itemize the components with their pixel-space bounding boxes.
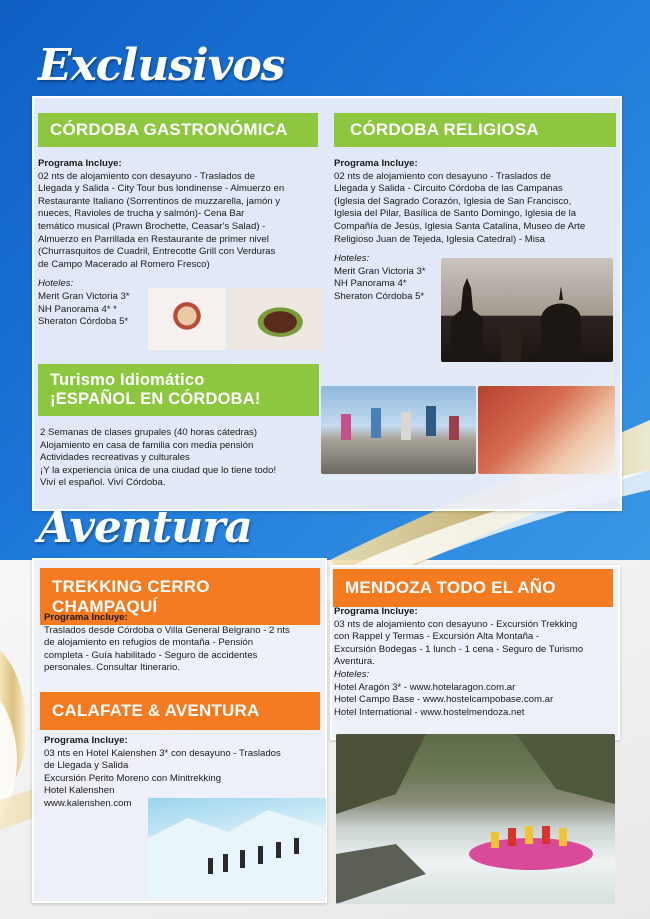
religiosa-hotel: Merit Gran Victoria 3* <box>334 265 426 277</box>
religiosa-header: CÓRDOBA RELIGIOSA <box>334 113 616 147</box>
gastronomica-programa-label: Programa Incluye: <box>38 158 122 169</box>
idiomatico-header <box>38 364 319 416</box>
gastronomica-line: Almuerzo en Parrillada en Restaurante de primer nivel <box>38 233 269 245</box>
gastronomica-line: Llegada y Salida - City Tour bus londinense - Almuerzo en <box>38 183 285 195</box>
calafate-line: www.kalenshen.com <box>44 797 132 809</box>
students-jumping-photo <box>321 386 476 474</box>
idiomatico-line: 2 Semanas de clases grupales (40 horas cátedras) <box>40 427 258 438</box>
religiosa-hotel: Sheraton Córdoba 5* <box>334 290 425 302</box>
gastronomica-line: Restaurante Italiano (Sorrentinos de muzzarella, jamón y <box>38 195 281 207</box>
idiomatico-line: Alojamiento en casa de familia con media pensión <box>40 439 254 451</box>
mendoza-hotel: Hotel International - www.hostelmendoza.net <box>334 706 525 718</box>
mendoza-header: MENDOZA TODO EL AÑO <box>333 569 613 607</box>
gastronomica-header: CÓRDOBA GASTRONÓMICA <box>38 113 318 147</box>
religiosa-line: 02 nts de alojamiento con desayuno - Traslados de <box>334 170 552 182</box>
church-silhouette-photo <box>441 258 613 362</box>
idiomatico-line: Actividades recreativas y culturales <box>40 452 190 464</box>
religiosa-programa-label: Programa Incluye: <box>334 158 418 169</box>
idiomatico-title-line1: Turismo Idiomático <box>50 371 205 389</box>
section-title-aventura: Aventura <box>38 502 252 553</box>
mendoza-programa-label: Programa Incluye: <box>334 606 418 617</box>
gastronomica-hotel: Merit Gran Victoria 3* <box>38 290 130 302</box>
calafate-line: de Llegada y Salida <box>44 760 129 772</box>
rafting-photo <box>336 734 615 904</box>
gastronomica-line: 02 nts de alojamiento con desayuno - Traslados de <box>38 170 256 182</box>
section-title-exclusivos: Exclusivos <box>38 40 285 91</box>
trekking-text <box>44 612 324 675</box>
food-photo-dessert <box>148 288 226 350</box>
religiosa-hoteles-label: Hoteles: <box>334 253 370 265</box>
mendoza-hotel: Hotel Aragón 3* - www.hotelaragon.com.ar <box>334 681 516 693</box>
trekking-header: TREKKING CERRO CHAMPAQUÍ <box>40 568 320 625</box>
religiosa-line: (Iglesia del Sagrado Corazón, Iglesia de San Francisco, <box>334 195 572 207</box>
trekking-line: completa - Guía habilitado - Seguro de accidentes <box>44 649 258 661</box>
calafate-programa-label: Programa Incluye: <box>44 735 128 746</box>
gastronomica-hoteles-label: Hoteles: <box>38 278 74 290</box>
mendoza-text <box>334 606 620 719</box>
gastronomica-line: (Churrasquitos de Cuadril, Entrecotte Grill con Verduras <box>38 246 276 258</box>
calafate-line: 03 nts en Hotel Kalenshen 3* con desayuno - Traslados <box>44 747 281 759</box>
mendoza-line: con Rappel y Termas - Excursión Alta Montaña - <box>334 631 540 643</box>
food-photo-steak <box>228 288 323 350</box>
trekking-programa-label: Programa Incluye: <box>44 612 128 623</box>
mendoza-line: Aventura. <box>334 656 375 668</box>
gastronomica-line: de Campo Macerado al Romero Fresco) <box>38 258 210 270</box>
calafate-line: Excursión Perito Moreno con Minitrekking <box>44 772 222 784</box>
trekking-line: de alojamiento en refugios de montaña - Pensión <box>44 637 254 649</box>
mendoza-line: 03 nts de alojamiento con desayuno - Excursión Trekking <box>334 618 578 630</box>
trekking-line: Traslados desde Córdoba o Villa General Belgrano - 2 nts <box>44 624 290 636</box>
religiosa-line: Iglesia del Pilar, Basílica de Santo Domingo, Iglesia de la <box>334 208 577 220</box>
idiomatico-text <box>40 427 320 490</box>
calafate-line: Hotel Kalenshen <box>44 785 115 797</box>
trekking-line: personales. Consultar Itinerario. <box>44 662 180 674</box>
idiomatico-title-line2: ¡ESPAÑOL EN CÓRDOBA! <box>50 389 261 408</box>
gastronomica-line: nueces, Ravioles de trucha y salmón)- Cena Bar <box>38 208 245 220</box>
idiomatico-line: Viví el español. Viví Córdoba. <box>40 477 166 489</box>
mendoza-line: Excursión Bodegas - 1 lunch - 1 cena - Seguro de Turismo <box>334 643 584 655</box>
religiosa-line: Religioso Juan de Tejeda, Iglesia Catedral) - Misa <box>334 233 545 245</box>
gastronomica-line: temático musical (Prawn Brochette, Ceasar's Salad) - <box>38 220 266 232</box>
glacier-trekking-photo <box>148 798 326 898</box>
students-studying-photo <box>478 386 615 474</box>
mendoza-hotel: Hotel Campo Base - www.hostelcampobase.com.ar <box>334 694 554 706</box>
calafate-header: CALAFATE & AVENTURA <box>40 692 320 730</box>
gastronomica-hotel: NH Panorama 4* * <box>38 303 117 315</box>
gastronomica-hotel: Sheraton Córdoba 5* <box>38 316 129 328</box>
religiosa-line: Compañía de Jesús, Iglesia Santa Catalina, Museo de Arte <box>334 220 586 232</box>
mendoza-hoteles-label: Hoteles: <box>334 668 370 680</box>
idiomatico-line: ¡Y la experiencia única de una ciudad que lo tiene todo! <box>40 464 277 476</box>
religiosa-line: Llegada y Salida - Circuito Córdoba de las Campanas <box>334 183 563 195</box>
religiosa-hotel: NH Panorama 4* <box>334 278 407 290</box>
